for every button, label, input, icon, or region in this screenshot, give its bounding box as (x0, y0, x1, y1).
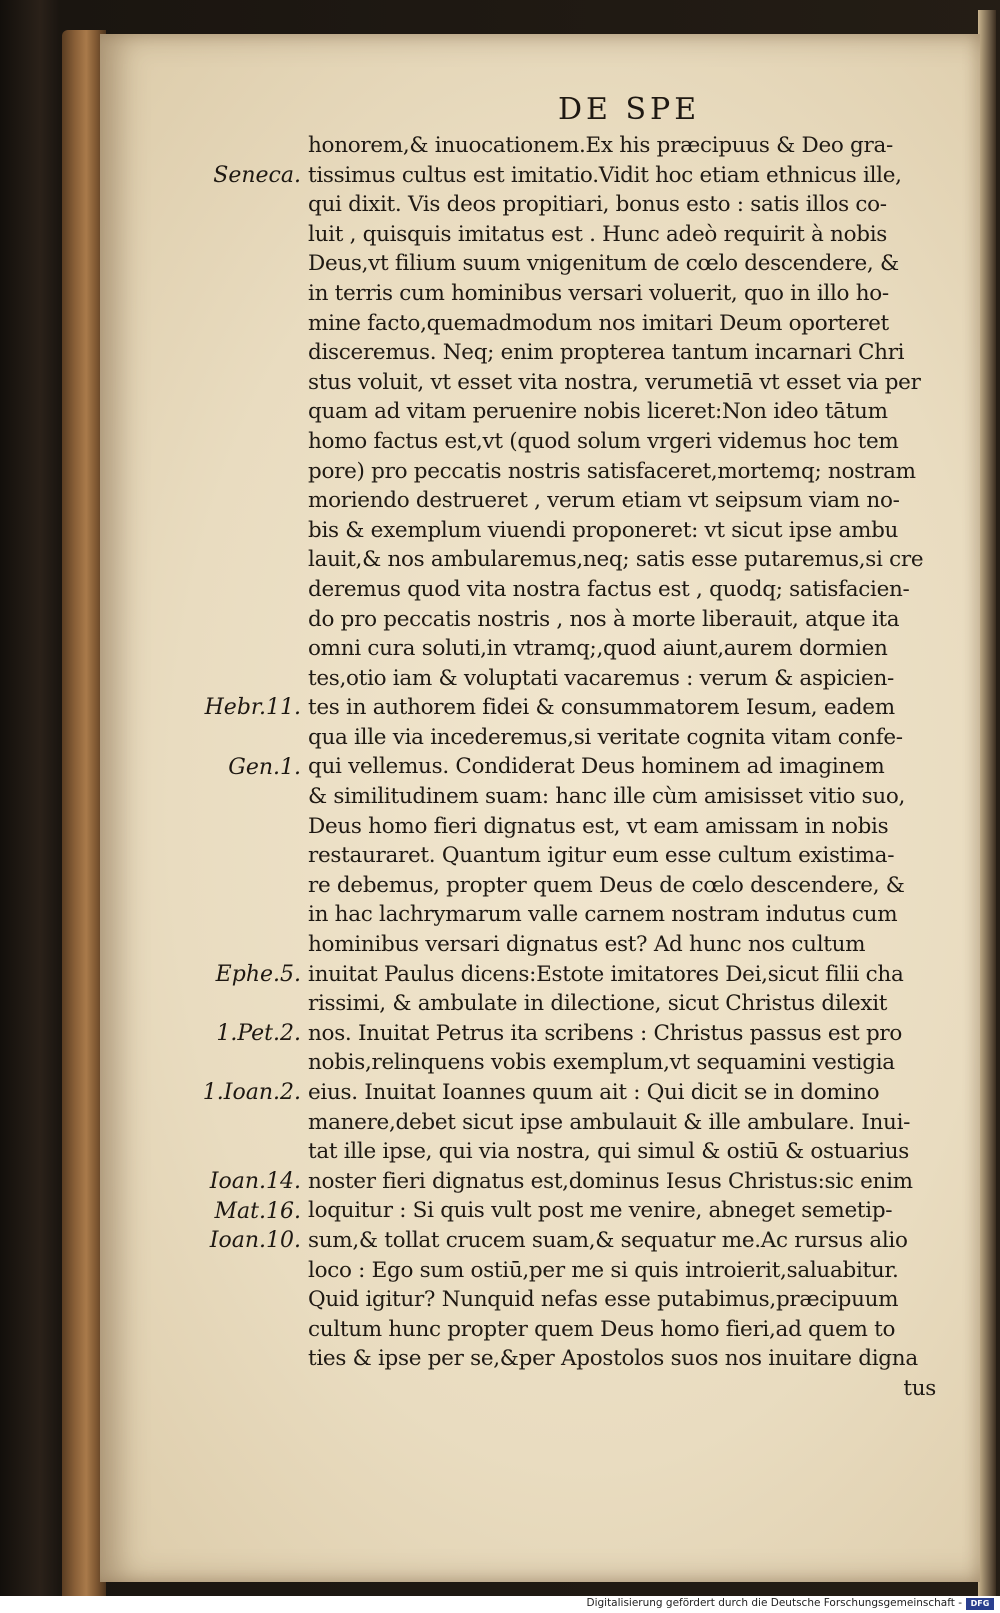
text-line: ties & ipse per se,&per Apostolos suos nos inuitare digna (308, 1346, 918, 1372)
text-line: tus (903, 1375, 936, 1401)
text-line: in terris cum hominibus versari voluerit, quo in illo ho- (308, 280, 889, 306)
text-line: noster fieri dignatus est,dominus Iesus Christus:sic enim (308, 1168, 913, 1194)
text-line: Deus,vt filium suum vnigenitum de cœlo descendere, & (308, 251, 899, 277)
text-line: inuitat Paulus dicens:Estote imitatores Dei,sicut filii cha (308, 961, 904, 987)
text-line: quam ad vitam peruenire nobis liceret:Non ideo tātum (308, 399, 888, 425)
text-line: loco : Ego sum ostiū,per me si quis introierit,saluabitur. (308, 1257, 899, 1283)
text-line: tissimus cultus est imitatio.Vidit hoc etiam ethnicus ille, (308, 162, 902, 188)
margin-note: Seneca. (213, 162, 301, 188)
text-line: mine facto,quemadmodum nos imitari Deum oporteret (308, 310, 889, 336)
text-line: qui dixit. Vis deos propitiari, bonus esto : satis illos co- (308, 192, 887, 218)
body-text (308, 131, 958, 1404)
funding-notice: Digitalisierung gefördert durch die Deutsche Forschungsgemeinschaft - (586, 1597, 962, 1609)
text-line: Deus homo fieri dignatus est, vt eam amissam in nobis (308, 813, 889, 839)
text-line: tes in authorem fidei & consummatorem Iesum, eadem (308, 695, 895, 721)
text-line: lauit,& nos ambularemus,neq; satis esse putaremus,si cre (308, 547, 924, 573)
text-line: loquitur : Si quis vult post me venire, abneget semetip- (308, 1198, 893, 1224)
margin-note: Ioan.14. (209, 1169, 301, 1194)
margin-note: Ioan.10. (209, 1228, 301, 1254)
text-line: luit , quisquis imitatus est . Hunc adeò requirit à nobis (308, 221, 888, 247)
text-line: nobis,relinquens vobis exemplum,vt sequamini vestigia (308, 1050, 895, 1076)
text-line: pore) pro peccatis nostris satisfaceret,mortemq; nostram (308, 458, 916, 484)
text-line: cultum hunc propter quem Deus homo fieri,ad quem to (308, 1316, 896, 1342)
running-header: DE SPE (558, 92, 701, 127)
margin-note: Hebr.11. (204, 695, 301, 721)
text-line: stus voluit, vt esset vita nostra, verumetiā vt esset via per (308, 369, 921, 395)
margin-note: 1.Pet.2. (216, 1021, 301, 1046)
text-line: hominibus versari dignatus est? Ad hunc nos cultum (308, 932, 866, 958)
text-line: nos. Inuitat Petrus ita scribens : Christus passus est pro (308, 1020, 903, 1046)
text-line: eius. Inuitat Ioannes quum ait : Qui dicit se in domino (308, 1080, 880, 1105)
dfg-logo: DFG (966, 1598, 994, 1610)
text-line: deremus quod vita nostra factus est , quodq; satisfacien- (308, 576, 910, 602)
text-line: omni cura soluti,in vtramq;,quod aiunt,aurem dormien (308, 636, 888, 662)
margin-note: Gen.1. (228, 754, 301, 780)
margin-note: Ephe.5. (215, 961, 301, 987)
text-line: tat ille ipse, qui via nostra, qui simul & ostiū & ostuarius (308, 1139, 910, 1165)
text-line: qui vellemus. Condiderat Deus hominem ad imaginem (308, 754, 885, 780)
margin-note: 1.Ioan.2. (202, 1080, 301, 1106)
text-line: rissimi, & ambulate in dilectione, sicut Christus dilexit (308, 991, 888, 1017)
text-line: manere,debet sicut ipse ambulauit & ille ambulare. Inui- (308, 1109, 911, 1135)
text-line: tes,otio iam & voluptati vacaremus : verum & aspicien- (308, 665, 894, 691)
text-line: restauraret. Quantum igitur eum esse cultum existima- (308, 843, 895, 869)
text-line: honorem,& inuocationem.Ex his præcipuus & Deo gra- (308, 133, 893, 158)
text-line: qua ille via incederemus,si veritate cognita vitam confe- (308, 724, 903, 750)
text-line: in hac lachrymarum valle carnem nostram indutus cum (308, 902, 898, 928)
margin-note: Mat.16. (214, 1198, 301, 1224)
text-line: re debemus, propter quem Deus de cœlo descendere, & (308, 872, 905, 898)
page-gutter (978, 10, 996, 1600)
text-line: bis & exemplum viuendi proponeret: vt sicut ipse ambu (308, 517, 899, 543)
text-line: & similitudinem suam: hanc ille cùm amisisset vitio suo, (308, 784, 906, 810)
text-line: moriendo destrueret , verum etiam vt seipsum viam no- (308, 488, 900, 514)
text-line: sum,& tollat crucem suam,& sequatur me.Ac rursus alio (308, 1227, 908, 1253)
text-line: do pro peccatis nostris , nos à morte liberauit, atque ita (308, 606, 900, 632)
text-line: disceremus. Neq; enim propterea tantum incarnari Chri (308, 340, 905, 366)
text-line: Quid igitur? Nunquid nefas esse putabimus,præcipuum (308, 1287, 899, 1313)
text-line: homo factus est,vt (quod solum vrgeri videmus hoc tem (308, 428, 899, 454)
